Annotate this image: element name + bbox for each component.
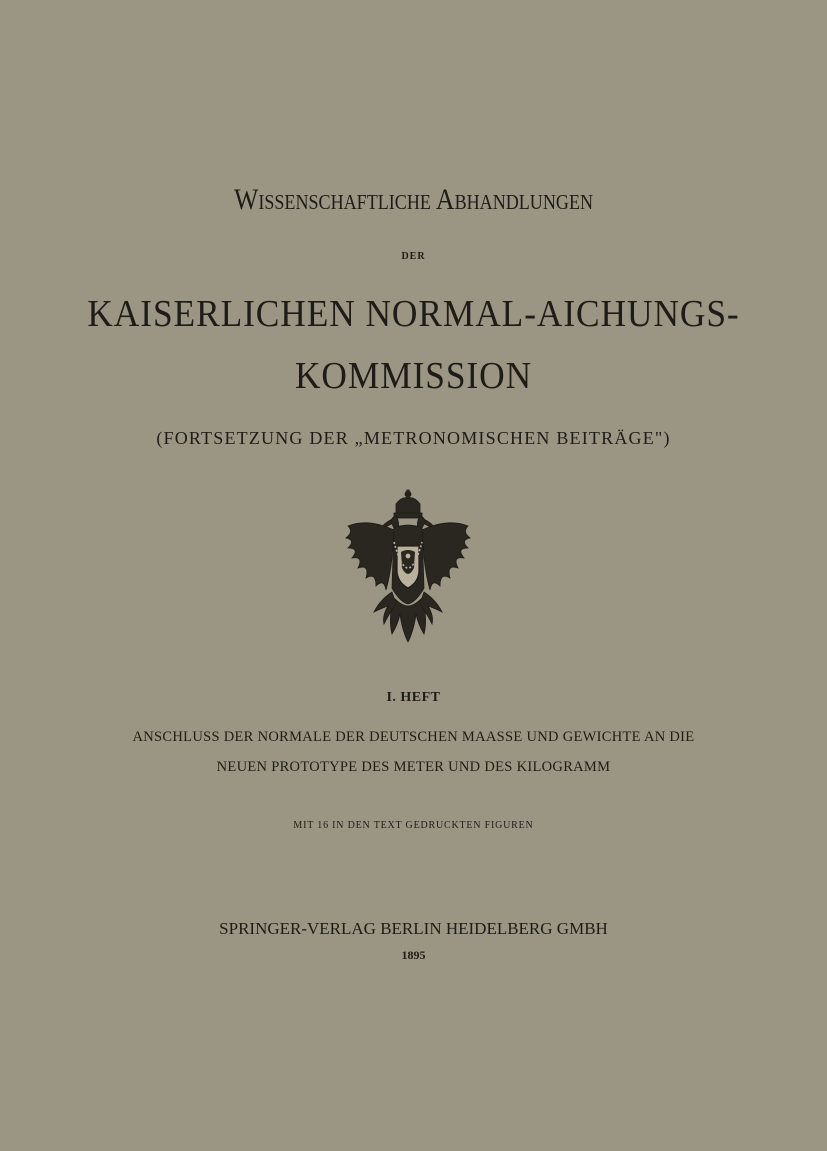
series-title: Wissenschaftliche Abhandlungen <box>233 183 594 216</box>
publisher: SPRINGER-VERLAG BERLIN HEIDELBERG GMBH <box>219 919 608 938</box>
issue-number: I. HEFT <box>386 690 441 705</box>
main-title-line-1: KAISERLICHEN NORMAL-AICHUNGS- <box>87 293 740 335</box>
title-connector: DER <box>401 251 426 262</box>
figures-note: MIT 16 IN DEN TEXT GEDRUCKTEN FIGUREN <box>293 820 534 831</box>
topic-line-2: NEUEN PROTOTYPE DES METER UND DES KILOGRAMM <box>216 759 611 775</box>
subtitle: (FORTSETZUNG DER „METRONOMISCHEN BEITRÄGE") <box>156 428 671 448</box>
imperial-eagle-icon <box>338 488 478 644</box>
main-title-line-2: KOMMISSION <box>294 355 533 397</box>
topic-line-1: ANSCHLUSS DER NORMALE DER DEUTSCHEN MAASSE UND GEWICHTE AN DIE <box>132 729 695 745</box>
publication-year: 1895 <box>401 948 426 962</box>
